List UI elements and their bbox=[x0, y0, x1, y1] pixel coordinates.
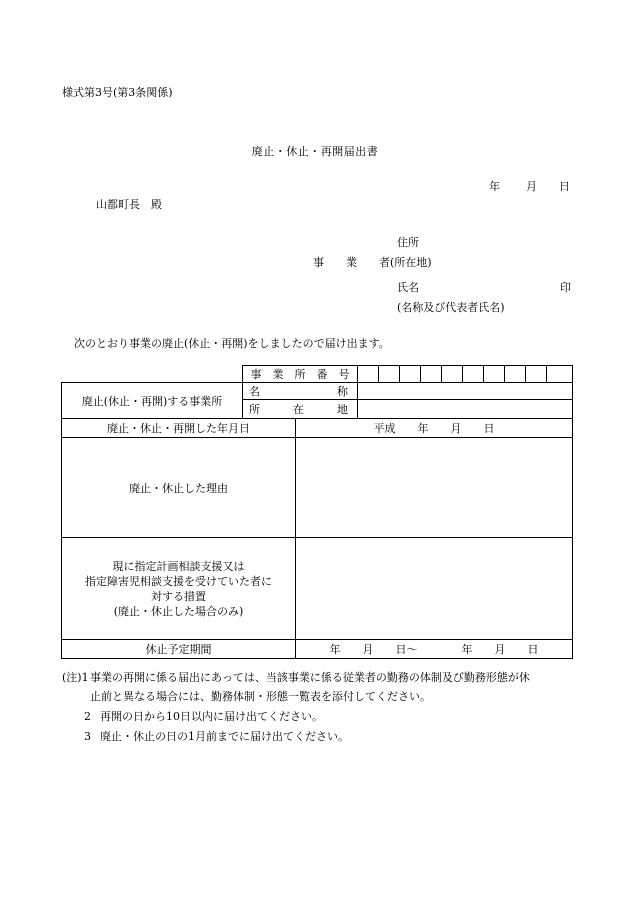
seal-mark: 印 bbox=[560, 281, 571, 294]
document-title: 廃止・休止・再開届出書 bbox=[251, 145, 379, 158]
office-number-digit-5[interactable] bbox=[442, 366, 463, 383]
date-row-value[interactable]: 平成 年 月 日 bbox=[296, 419, 573, 438]
suspension-row bbox=[62, 640, 573, 659]
intro-text: 次のとおり事業の廃止(休止・再開)をしましたので届け出ます。 bbox=[74, 337, 390, 350]
date-row-label: 廃止・休止・再開した年月日 bbox=[62, 419, 296, 438]
measures-line-2: 指定障害児相談支援を受けていた者に bbox=[85, 574, 272, 588]
office-name-label: 名 称 bbox=[243, 383, 358, 400]
office-number-digit-10[interactable] bbox=[547, 366, 573, 383]
notification-form-table bbox=[61, 365, 573, 659]
measures-line-3: 対する措置 bbox=[151, 589, 206, 603]
reason-row bbox=[62, 438, 573, 538]
date-row bbox=[62, 419, 573, 438]
reason-field[interactable] bbox=[296, 438, 573, 538]
measures-row bbox=[62, 538, 573, 640]
name-note: (名称及び代表者氏名) bbox=[397, 301, 505, 314]
office-number-label: 事 業 所 番 号 bbox=[243, 366, 358, 383]
notes-prefix: (注)1 bbox=[62, 671, 89, 684]
office-number-digit-4[interactable] bbox=[421, 366, 442, 383]
blank-cell bbox=[62, 366, 243, 383]
submission-date bbox=[489, 180, 570, 194]
measures-line-4: (廃止・休止した場合のみ) bbox=[113, 604, 244, 618]
office-number-digit-2[interactable] bbox=[379, 366, 400, 383]
date-year: 年 bbox=[489, 180, 500, 193]
note-1-line-2: 止前と異なる場合には、勤務体制・形態一覧表を添付してください。 bbox=[90, 690, 431, 703]
addressee: 山都町長 殿 bbox=[96, 198, 162, 211]
note-3-number: 3 bbox=[84, 730, 91, 743]
applicant-role: 事 業 者(所在地) bbox=[313, 256, 432, 269]
name-label: 氏名 bbox=[397, 281, 419, 294]
office-name-row bbox=[62, 383, 573, 400]
office-number-digit-8[interactable] bbox=[505, 366, 526, 383]
date-month: 月 bbox=[526, 180, 537, 193]
measures-field[interactable] bbox=[296, 538, 573, 640]
office-number-digit-1[interactable] bbox=[358, 366, 379, 383]
note-1-line-1: 事業の再開に係る届出にあっては、当該事業に係る従業者の勤務の体制及び勤務形態が休 bbox=[90, 671, 530, 684]
office-label: 廃止(休止・再開)する事業所 bbox=[62, 383, 243, 419]
suspension-value[interactable]: 年 月 日〜 年 月 日 bbox=[296, 640, 573, 659]
measures-label bbox=[62, 538, 296, 640]
office-number-digit-3[interactable] bbox=[400, 366, 421, 383]
office-number-digit-7[interactable] bbox=[484, 366, 505, 383]
note-2-number: 2 bbox=[84, 710, 91, 723]
reason-label: 廃止・休止した理由 bbox=[62, 438, 296, 538]
office-name-field[interactable] bbox=[358, 383, 573, 400]
form-id: 様式第3号(第3条関係) bbox=[62, 86, 173, 99]
note-2-text: 再開の日から10日以内に届け出てください。 bbox=[100, 710, 323, 723]
office-location-field[interactable] bbox=[358, 400, 573, 419]
measures-line-1: 現に指定計画相談支援又は bbox=[112, 559, 245, 573]
date-day: 日 bbox=[559, 180, 570, 193]
address-label: 住所 bbox=[397, 236, 419, 249]
suspension-label: 休止予定期間 bbox=[62, 640, 296, 659]
note-3-text: 廃止・休止の日の1月前までに届け出てください。 bbox=[100, 730, 349, 743]
office-number-digit-6[interactable] bbox=[463, 366, 484, 383]
office-number-digit-9[interactable] bbox=[526, 366, 547, 383]
office-number-row bbox=[62, 366, 573, 383]
office-location-label: 所 在 地 bbox=[243, 400, 358, 419]
